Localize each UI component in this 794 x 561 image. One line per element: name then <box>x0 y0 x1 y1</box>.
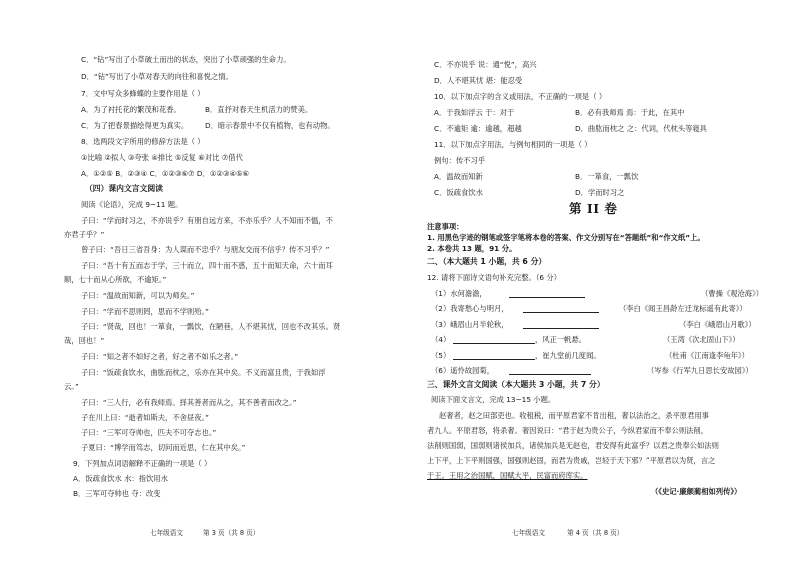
poem-4-prompt: （4） <box>431 335 451 344</box>
q10-option-c: C．不逾矩 逾：逾越，超越 <box>434 124 522 133</box>
lunyu-para-9: 子曰：“三人行，必有我师焉。择其善者而从之，其不善者而改之。” <box>81 398 297 407</box>
q11-stem: 11．以下加点字用法，与例句相同的一项是（ ） <box>434 140 592 149</box>
q12-stem: 12. 请将下面诗文语句补充完整。（6 分） <box>427 273 561 282</box>
q7-option-a: A．为了衬托花的繁茂和花香。 <box>81 105 181 114</box>
volume-2-title: 第 II 卷 <box>569 201 618 216</box>
lunyu-para-12: 子夏曰：“博学而笃志，切问而近思，仁在其中矣。” <box>81 443 246 452</box>
notes-item-2: 2. 本卷共 13 题，91 分。 <box>427 244 517 253</box>
lunyu-para-10: 子在川上曰：“逝者如斯夫，不舍昼夜。” <box>81 413 209 422</box>
q9-stem: 9．下列加点词语解释不正确的一项是（ ） <box>73 459 212 468</box>
poem-4-text: ，风正一帆悬。 <box>535 335 587 344</box>
q9-option-a: A．饭疏食饮水 水：指饮用水 <box>73 474 168 483</box>
lunyu-para-1b: 亦君子乎？” <box>64 230 105 239</box>
q9-option-d: D．人不堪其忧 堪：能忍受 <box>434 76 523 85</box>
section-3-instruction: 阅读下面文言文，完成 13~15 小题。 <box>431 395 556 404</box>
lunyu-para-4: 子曰：“温故而知新，可以为师矣。” <box>81 291 195 300</box>
poem-5-blank[interactable] <box>453 351 535 360</box>
passage-source: （《史记·廉颇蔺相如列传》） <box>651 487 742 496</box>
passage-line-4: 上下平，上下平则国强，国强则赵固，而君为贵戚，岂轻于天下邪？”平原君以为贤，言之 <box>427 456 716 465</box>
poem-1-source: （曹操《观沧海》） <box>701 289 764 298</box>
lunyu-para-2: 曾子曰：“吾日三省吾身：为人谋而不忠乎？与朋友交而不信乎？传不习乎？” <box>81 245 330 254</box>
section-4-title: （四）课内文言文阅读 <box>85 184 163 193</box>
passage-line-2: 者九人。平原君怒，将杀奢。奢因说曰：“君于赵为贵公子，今纵君家而不奉公则法削， <box>427 426 709 435</box>
poem-4-source: （王湾《次北固山下》） <box>663 335 740 344</box>
poem-3-source: （李白《峨眉山月歌》） <box>679 320 756 329</box>
lunyu-para-6b: 哉，回也！” <box>64 336 105 345</box>
poem-1-prompt: （1）水何澹澹， <box>431 289 487 298</box>
lunyu-para-5: 子曰：“学而不思则罔，思而不学则殆。” <box>81 307 209 316</box>
q6-option-d: D．“钻”写出了小草对春天的向往和喜悦之情。 <box>81 72 233 81</box>
reading-instruction: 阅读《论语》，完成 9~11 题。 <box>81 200 183 209</box>
poem-3-prompt: （3）峨眉山月半轮秋， <box>431 320 509 329</box>
lunyu-para-6a: 子曰：“贤哉，回也！一箪食，一瓢饮，在陋巷，人不堪其忧，回也不改其乐。贤 <box>81 322 341 331</box>
poem-1-blank[interactable] <box>509 289 585 298</box>
q9-option-b: B．三军可夺帅也 夺：改变 <box>73 489 161 498</box>
q8-rhetoric-list: ①比喻 ②拟人 ③夸张 ④排比 ⑤反复 ⑥对比 ⑦借代 <box>81 153 243 162</box>
q6-option-c: C．“钻”写出了小草破土而出的状态，突出了小草顽强的生命力。 <box>81 55 291 64</box>
footer-subject: 七年级语文 <box>512 529 545 537</box>
poem-5-prompt: （5） <box>431 351 451 360</box>
q10-stem: 10．以下加点字的含义或用法，不正确的一项是（ ） <box>434 92 607 101</box>
q7-stem: 7．文中写众多蜂蝶的主要作用是（ ） <box>81 89 205 98</box>
lunyu-para-1a: 子曰：“学而时习之，不亦说乎？有朋自远方来，不亦乐乎？人不知而不愠，不 <box>81 216 333 225</box>
q11-option-d: D．学而时习之 <box>575 188 625 197</box>
passage-line-3: 法削则国弱，国弱则诸侯加兵，诸侯加兵是无赵也，君安得有此富乎？以君之贵奉公如法则 <box>427 441 719 450</box>
q10-option-b: B．必有我师焉 焉：于此，在其中 <box>575 108 685 117</box>
lunyu-para-3b: 顺，七十而从心所欲，不逾矩。” <box>64 275 167 284</box>
q7-option-d: D．暗示春景中不仅有植物，也有动物。 <box>205 121 335 130</box>
notes-item-1: 1. 用黑色字迹的钢笔或签字笔将本卷的答案、作文分别写在“答题纸”和“作文纸”上。 <box>427 233 705 242</box>
q11-example: 例句：传不习乎 <box>434 156 486 165</box>
poem-3-blank[interactable] <box>523 320 599 329</box>
footer-subject: 七年级语文 <box>150 529 183 537</box>
lunyu-para-8a: 子曰：“饭疏食饮水，曲肱而枕之，乐亦在其中矣。不义而富且贵，于我如浮 <box>81 368 326 377</box>
poem-5-text: ，崔九堂前几度闻。 <box>535 351 601 360</box>
footer-page-number: 第 4 页（共 8 页） <box>567 529 624 537</box>
poem-6-blank[interactable] <box>509 366 591 375</box>
section-3-title: 三、课外文言文阅读（本大题共 3 小题，共 7 分） <box>427 380 605 389</box>
lunyu-para-7: 子曰：“知之者不如好之者，好之者不如乐之者。” <box>81 352 239 361</box>
poem-6-source: （岑参《行军九日思长安故园》） <box>647 366 753 375</box>
q8-stem: 8．选两段文字所用的修辞方法是（ ） <box>81 137 205 146</box>
q11-option-c: C．饭疏食饮水 <box>434 188 483 197</box>
lunyu-para-8b: 云。” <box>64 382 79 391</box>
lunyu-para-11: 子曰：“三军可夺帅也，匹夫不可夺志也。” <box>81 428 217 437</box>
footer-page-number: 第 3 页（共 8 页） <box>203 529 260 537</box>
q7-option-b: B．直抒对春天生机活力的赞美。 <box>205 105 313 114</box>
section-2-title: 二、（本大题共 1 小题，共 6 分） <box>427 257 547 266</box>
q10-option-d: D．曲肱而枕之 之：代词，代枕头等寝具 <box>575 124 707 133</box>
poem-2-prompt: （2）我寄愁心与明月， <box>431 304 509 313</box>
lunyu-para-3a: 子曰：“吾十有五而志于学，三十而立，四十而不惑，五十而知天命，六十而耳 <box>81 261 333 270</box>
poem-5-source: （杜甫《江南逢李龟年》） <box>665 351 749 360</box>
poem-4-blank[interactable] <box>453 335 535 344</box>
poem-2-blank[interactable] <box>523 304 599 313</box>
q7-option-c: C．为了把春景描绘得更为真实。 <box>81 121 189 130</box>
q8-options: A．①②⑤ B．②③④ C．①②③⑥⑦ D．①②③④⑤⑥ <box>81 169 250 178</box>
passage-line-1: 赵奢者，赵之田部吏也。收租税，而平原君家不肯出租，奢以法治之，杀平原君用事 <box>439 411 709 420</box>
poem-2-source: （李白《闻王昌龄左迁龙标遥有此寄》） <box>619 304 747 313</box>
q11-option-b: B．一箪食，一瓢饮 <box>575 172 639 181</box>
q11-option-a: A．温故而知新 <box>434 172 483 181</box>
q10-option-a: A．于我如浮云 于：对于 <box>434 108 515 117</box>
q9-option-c: C．不亦说乎 说：通“悦”，高兴 <box>434 60 537 69</box>
passage-line-5: 于王。王用之治国赋，国赋大平，民富而府库实。 <box>427 471 588 480</box>
notes-heading: 注意事项： <box>427 222 464 231</box>
poem-6-prompt: （6）遥怜故园菊， <box>431 366 495 375</box>
